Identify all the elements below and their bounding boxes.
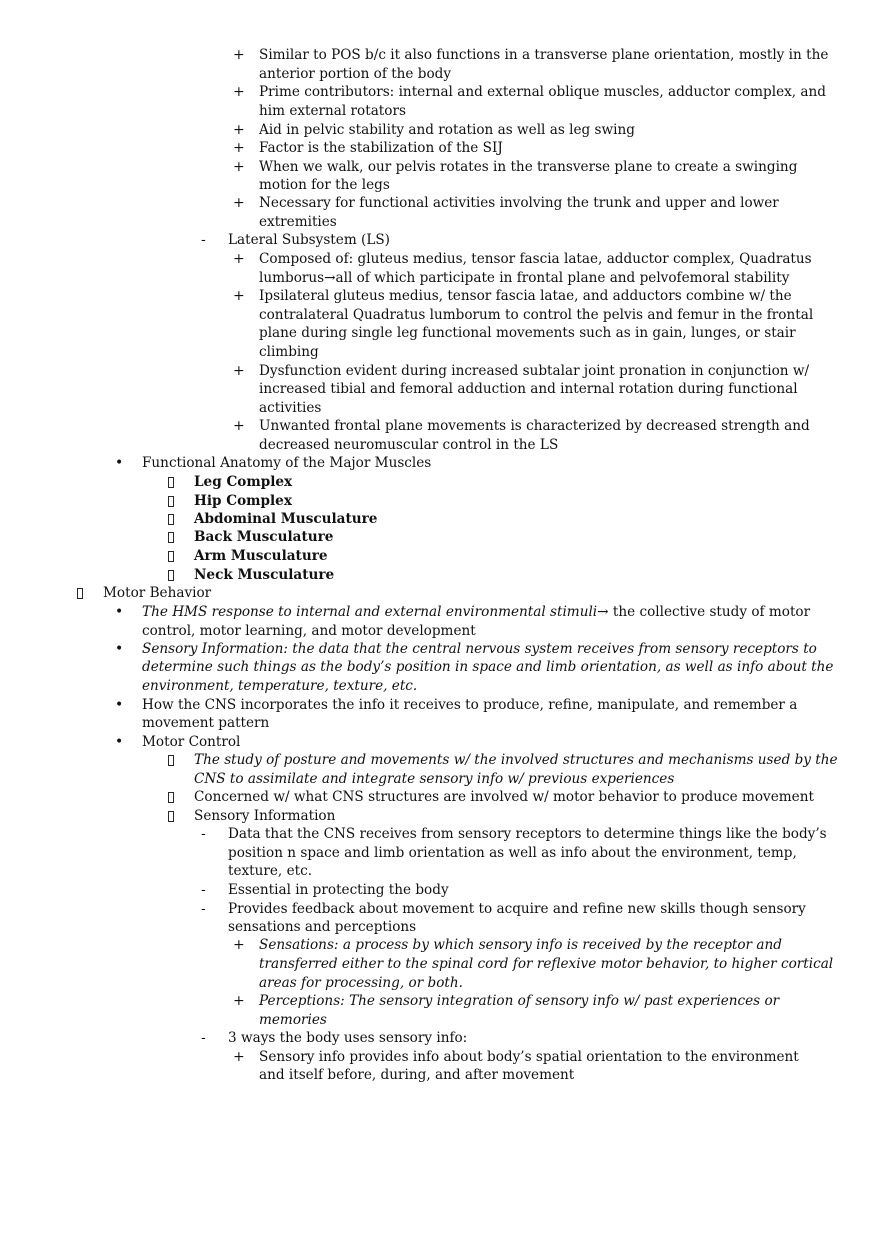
list-item: Perceptions: The sensory integration of sensory info w/ past experiences or xyxy=(259,993,780,1009)
plus-marker: + xyxy=(233,418,245,434)
bullet-marker: • xyxy=(115,455,124,471)
list-item: position n space and limb orientation as well as info about the environment, temp, xyxy=(228,845,797,861)
bullet-marker: • xyxy=(115,697,124,713)
bullet-marker: • xyxy=(115,734,124,750)
list-item: and itself before, during, and after movement xyxy=(259,1067,575,1083)
plus-marker: + xyxy=(233,84,245,100)
list-item: Neck Musculature xyxy=(194,567,335,583)
list-item: Sensory Information: the data that the central nervous system receives from sensory receptors to xyxy=(142,641,817,657)
list-item: Essential in protecting the body xyxy=(228,882,449,898)
list-item: him external rotators xyxy=(259,103,406,119)
list-item: Lateral Subsystem (LS) xyxy=(228,232,390,248)
list-item: Dysfunction evident during increased subtalar joint pronation in conjunction w/ xyxy=(259,363,810,379)
list-item: memories xyxy=(259,1012,327,1028)
dash-marker: - xyxy=(201,826,206,842)
list-item: Hip Complex xyxy=(194,493,292,509)
box-bullet-icon xyxy=(168,751,175,769)
list-item: Functional Anatomy of the Major Muscles xyxy=(142,455,432,471)
box-bullet-icon xyxy=(168,528,175,546)
list-item xyxy=(142,603,810,621)
plus-marker: + xyxy=(233,47,245,63)
plus-marker: + xyxy=(233,993,245,1009)
list-item: Prime contributors: internal and external oblique muscles, adductor complex, and xyxy=(259,84,826,100)
list-item: determine such things as the body’s position in space and limb orientation, as well as info about the xyxy=(142,659,834,675)
plus-marker: + xyxy=(233,937,245,953)
list-item: contralateral Quadratus lumborum to control the pelvis and femur in the frontal xyxy=(259,307,814,323)
plus-marker: + xyxy=(233,195,245,211)
list-item: Concerned w/ what CNS structures are involved w/ motor behavior to produce movement xyxy=(194,789,814,805)
dash-marker: - xyxy=(201,232,206,248)
section-heading: Motor Behavior xyxy=(103,585,212,601)
list-item: Abdominal Musculature xyxy=(194,511,378,527)
list-item: environment, temperature, texture, etc. xyxy=(142,678,418,694)
plus-marker: + xyxy=(233,288,245,304)
list-item: Unwanted frontal plane movements is characterized by decreased strength and xyxy=(259,418,810,434)
list-item: anterior portion of the body xyxy=(259,66,452,82)
list-item: Back Musculature xyxy=(194,529,334,545)
bullet-marker: • xyxy=(115,604,124,620)
dash-marker: - xyxy=(201,901,206,917)
list-item: transferred either to the spinal cord for reflexive motor behavior, to higher cortical xyxy=(259,956,834,972)
list-item: motion for the legs xyxy=(259,177,390,193)
list-item: Sensory info provides info about body’s spatial orientation to the environment xyxy=(259,1049,799,1065)
list-item: The study of posture and movements w/ the involved structures and mechanisms used by the xyxy=(194,752,838,768)
dash-marker: - xyxy=(201,1030,206,1046)
box-bullet-icon xyxy=(77,584,84,602)
list-item: movement pattern xyxy=(142,715,270,731)
list-item: decreased neuromuscular control in the LS xyxy=(259,437,559,453)
list-item: Motor Control xyxy=(142,734,241,750)
plus-marker: + xyxy=(233,122,245,138)
bullet-marker: • xyxy=(115,641,124,657)
list-item: 3 ways the body uses sensory info: xyxy=(228,1030,468,1046)
list-item: Data that the CNS receives from sensory receptors to determine things like the body’s xyxy=(228,826,827,842)
list-item: increased tibial and femoral adduction and internal rotation during functional xyxy=(259,381,798,397)
list-item: Aid in pelvic stability and rotation as well as leg swing xyxy=(259,122,635,138)
list-item: Ipsilateral gluteus medius, tensor fascia latae, and adductors combine w/ the xyxy=(259,288,792,304)
list-item: Sensations: a process by which sensory info is received by the receptor and xyxy=(259,937,782,953)
list-item: CNS to assimilate and integrate sensory info w/ previous experiences xyxy=(194,771,675,787)
list-item: Sensory Information xyxy=(194,808,336,824)
list-item: Similar to POS b/c it also functions in a transverse plane orientation, mostly in the xyxy=(259,47,829,63)
list-item: Arm Musculature xyxy=(194,548,328,564)
list-item: plane during single leg functional movements such as in gain, lunges, or stair xyxy=(259,325,796,341)
list-item: lumborus→all of which participate in frontal plane and pelvofemoral stability xyxy=(259,270,790,286)
list-item: texture, etc. xyxy=(228,863,313,879)
plus-marker: + xyxy=(233,140,245,156)
box-bullet-icon xyxy=(168,510,175,528)
list-item: activities xyxy=(259,400,322,416)
plus-marker: + xyxy=(233,363,245,379)
list-item: Composed of: gluteus medius, tensor fascia latae, adductor complex, Quadratus xyxy=(259,251,812,267)
list-item: Provides feedback about movement to acquire and refine new skills though sensory xyxy=(228,901,806,917)
box-bullet-icon xyxy=(168,492,175,510)
list-item: areas for processing, or both. xyxy=(259,975,463,991)
list-item: climbing xyxy=(259,344,319,360)
plain-text: the collective study of motor xyxy=(608,604,811,620)
box-bullet-icon xyxy=(168,566,175,584)
box-bullet-icon xyxy=(168,547,175,565)
list-item: extremities xyxy=(259,214,337,230)
list-item: Factor is the stabilization of the SIJ xyxy=(259,140,503,156)
list-item: Leg Complex xyxy=(194,474,293,490)
italic-text: The HMS response to internal and external environmental stimuli→ xyxy=(142,604,609,620)
plus-marker: + xyxy=(233,251,245,267)
box-bullet-icon xyxy=(168,807,175,825)
list-item: How the CNS incorporates the info it receives to produce, refine, manipulate, and remember a xyxy=(142,697,798,713)
dash-marker: - xyxy=(201,882,206,898)
list-item: sensations and perceptions xyxy=(228,919,417,935)
plus-marker: + xyxy=(233,159,245,175)
box-bullet-icon xyxy=(168,788,175,806)
list-item: When we walk, our pelvis rotates in the transverse plane to create a swinging xyxy=(259,159,798,175)
list-item: Necessary for functional activities involving the trunk and upper and lower xyxy=(259,195,779,211)
list-item: control, motor learning, and motor development xyxy=(142,623,476,639)
box-bullet-icon xyxy=(168,473,175,491)
plus-marker: + xyxy=(233,1049,245,1065)
